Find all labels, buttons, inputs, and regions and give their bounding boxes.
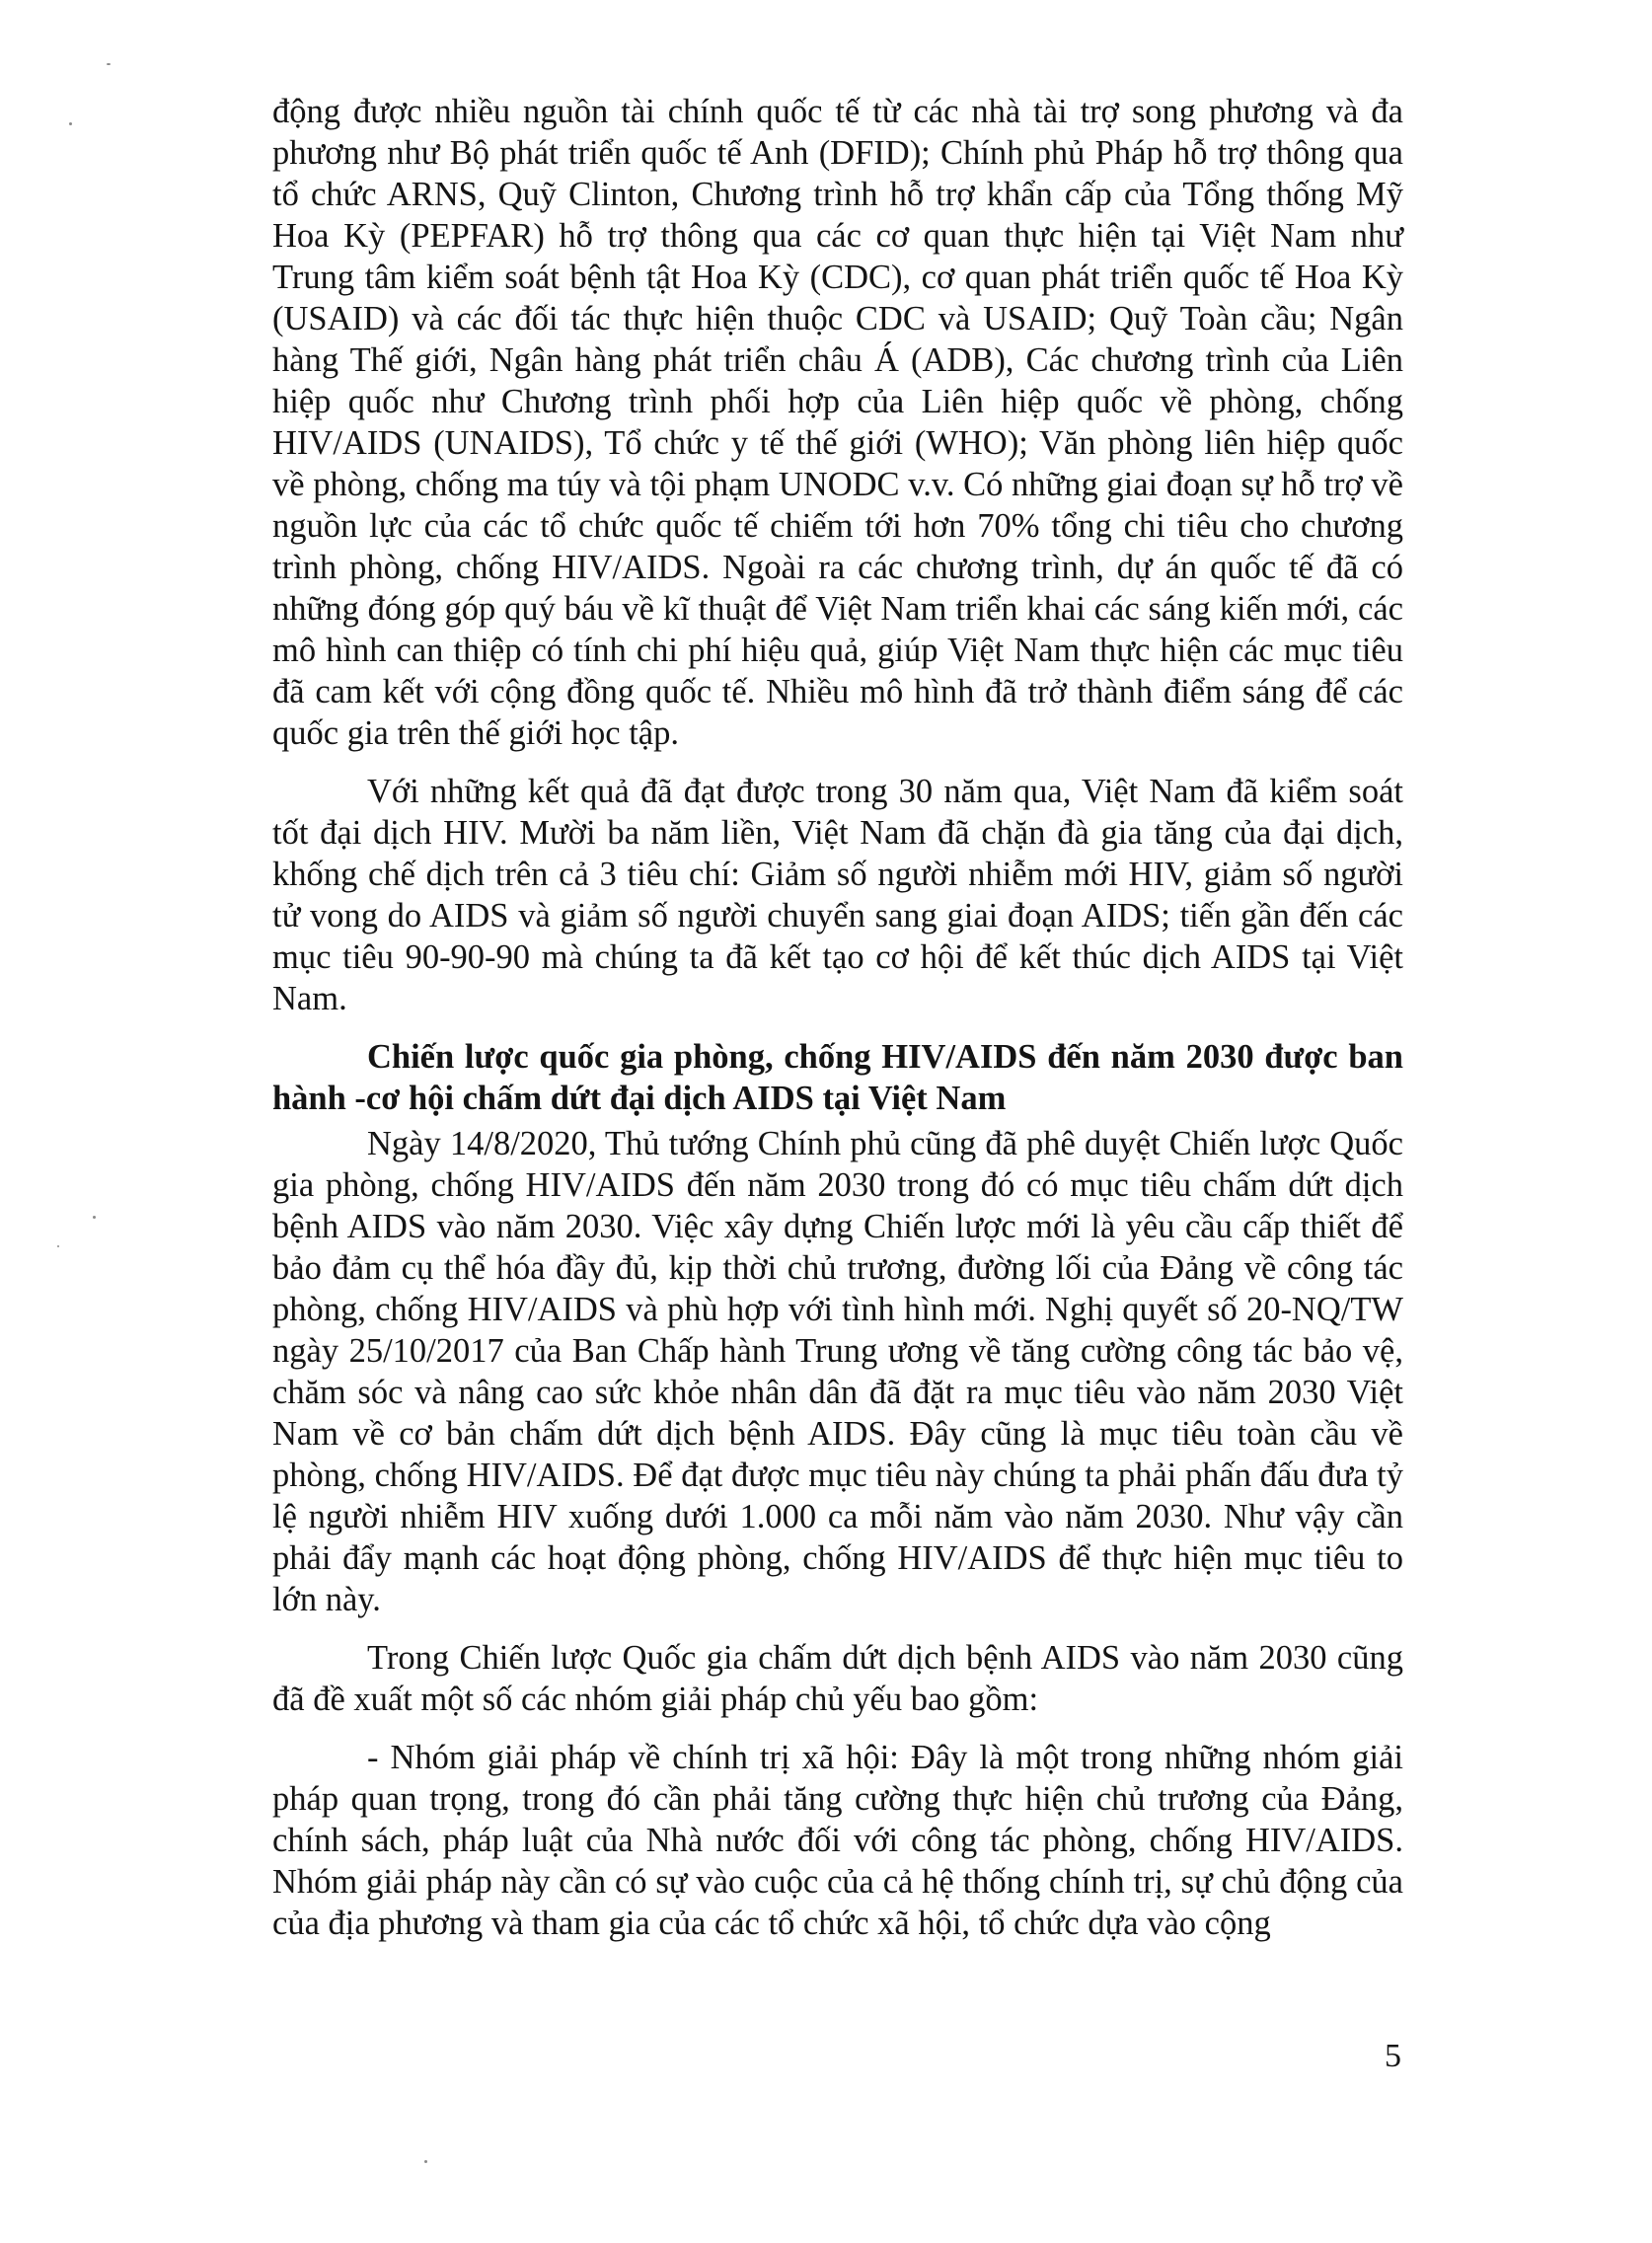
paragraph-solution-groups: Trong Chiến lược Quốc gia chấm dứt dịch bệnh AIDS vào năm 2030 cũng đã đề xuất một số các nhóm giải pháp chủ yếu bao gồm: bbox=[272, 1639, 1403, 1718]
paragraph-national-strategy: Ngày 14/8/2020, Thủ tướng Chính phủ cũng đã phê duyệt Chiến lược Quốc gia phòng, chống HIV/AIDS đến năm 2030 trong đó có mục tiêu chấm dứt dịch bệnh AIDS vào năm 2030. Việc xây dựng Chiến lược mới là yêu cầu cấp thiết để bảo đảm cụ thể hóa đầy đủ, kịp thời chủ trương, đường lối của Đảng về công tác phòng, chống HIV/AIDS và phù hợp với tình hình mới. Nghị quyết số 20-NQ/TW ngày 25/10/2017 của Ban Chấp hành Trung ương về tăng cường công tác bảo vệ, chăm sóc và nâng cao sức khỏe nhân dân đã đặt ra mục tiêu vào năm 2030 Việt Nam về cơ bản chấm dứt dịch bệnh AIDS. Đây cũng là mục tiêu toàn cầu về phòng, chống HIV/AIDS. Để đạt được mục tiêu này chúng ta phải phấn đấu đưa tỷ lệ người nhiễm HIV xuống dưới 1.000 ca mỗi năm vào năm 2030. Như vậy cần phải đẩy mạnh các hoạt động phòng, chống HIV/AIDS để thực hiện mục tiêu to lớn này. bbox=[272, 1125, 1403, 1618]
page-number: 5 bbox=[1385, 2038, 1401, 2074]
section-heading: Chiến lược quốc gia phòng, chống HIV/AIDS đến năm 2030 được ban hành -cơ hội chấm dứt đại dịch AIDS tại Việt Nam bbox=[272, 1038, 1403, 1117]
scan-speck bbox=[93, 1216, 96, 1219]
scan-speck bbox=[107, 63, 111, 65]
document-body bbox=[272, 91, 1403, 1944]
paragraph-political-solution: - Nhóm giải pháp về chính trị xã hội: Đây là một trong những nhóm giải pháp quan trọng, trong đó cần phải tăng cường thực hiện chủ trương của Đảng, chính sách, pháp luật của Nhà nước đối với công tác phòng, chống HIV/AIDS. Nhóm giải pháp này cần có sự vào cuộc của cả hệ thống chính trị, sự chủ động của của địa phương và tham gia của các tổ chức xã hội, tổ chức dựa vào cộng bbox=[272, 1739, 1403, 1942]
scan-speck bbox=[424, 2160, 427, 2163]
scan-speck bbox=[69, 122, 72, 125]
scan-speck bbox=[57, 1245, 59, 1247]
paragraph-epidemic-control: Với những kết quả đã đạt được trong 30 năm qua, Việt Nam đã kiểm soát tốt đại dịch HIV. Mười ba năm liền, Việt Nam đã chặn đà gia tăng của đại dịch, khống chế dịch trên cả 3 tiêu chí: Giảm số người nhiễm mới HIV, giảm số người tử vong do AIDS và giảm số người chuyển sang giai đoạn AIDS; tiến gần đến các mục tiêu 90-90-90 mà chúng ta đã kết tạo cơ hội để kết thúc dịch AIDS tại Việt Nam. bbox=[272, 773, 1403, 1017]
paragraph-intl-funding: động được nhiều nguồn tài chính quốc tế từ các nhà tài trợ song phương và đa phương như Bộ phát triển quốc tế Anh (DFID); Chính phủ Pháp hỗ trợ thông qua tổ chức ARNS, Quỹ Clinton, Chương trình hỗ trợ khẩn cấp của Tổng thống Mỹ Hoa Kỳ (PEPFAR) hỗ trợ thông qua các cơ quan thực hiện tại Việt Nam như Trung tâm kiểm soát bệnh tật Hoa Kỳ (CDC), cơ quan phát triển quốc tế Hoa Kỳ (USAID) và các đối tác thực hiện thuộc CDC và USAID; Quỹ Toàn cầu; Ngân hàng Thế giới, Ngân hàng phát triển châu Á (ADB), Các chương trình của Liên hiệp quốc như Chương trình phối hợp của Liên hiệp quốc về phòng, chống HIV/AIDS (UNAIDS), Tổ chức y tế thế giới (WHO); Văn phòng liên hiệp quốc về phòng, chống ma túy và tội phạm UNODC v.v. Có những giai đoạn sự hỗ trợ về nguồn lực của các tổ chức quốc tế chiếm tới hơn 70% tổng chi tiêu cho chương trình phòng, chống HIV/AIDS. Ngoài ra các chương trình, dự án quốc tế đã có những đóng góp quý báu về kĩ thuật để Việt Nam triển khai các sáng kiến mới, các mô hình can thiệp có tính chi phí hiệu quả, giúp Việt Nam thực hiện các mục tiêu đã cam kết với cộng đồng quốc tế. Nhiều mô hình đã trở thành điểm sáng để các quốc gia trên thế giới học tập. bbox=[272, 93, 1403, 752]
